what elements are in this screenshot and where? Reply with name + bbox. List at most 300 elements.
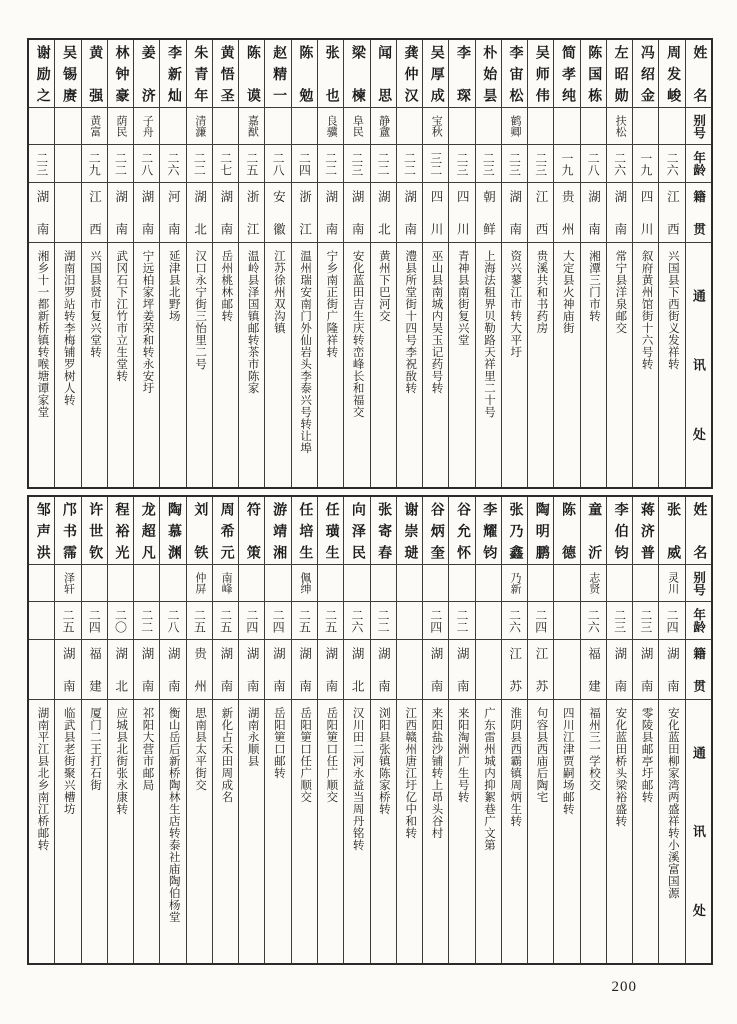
person-address-cell: [292, 243, 317, 487]
person-age-cell: [581, 145, 606, 183]
person-native-place-cell: [55, 640, 80, 700]
person-alias: 良骥: [325, 115, 338, 137]
person-column: [632, 497, 658, 963]
person-native-place: 湖南: [61, 647, 76, 692]
person-native-place: 江西: [665, 190, 680, 235]
person-native-place-cell: [476, 183, 501, 243]
person-name: 任培生: [297, 502, 313, 559]
page-content: [27, 38, 713, 965]
person-column: [396, 497, 422, 963]
person-age: 二三: [533, 151, 548, 176]
person-native-place: 湖北: [376, 190, 391, 235]
person-alias: 鹤卿: [509, 115, 521, 137]
person-name: 黄悟圣: [218, 45, 234, 102]
person-alias-cell: [659, 108, 684, 145]
person-name-cell: [554, 40, 579, 108]
person-name: 左昭勋: [612, 45, 628, 102]
person-native-place: 湖南: [323, 647, 338, 692]
person-address: 来阳盐沙铺转上昂头谷村: [430, 707, 443, 839]
person-native-place: 浙江: [297, 190, 312, 235]
person-address: 岳阳筻口邮转: [272, 707, 285, 779]
person-alias-cell: [344, 108, 369, 145]
person-name-cell: [187, 497, 212, 565]
person-age-cell: [134, 145, 159, 183]
person-native-place-cell: [134, 640, 159, 700]
person-age-cell: [108, 145, 133, 183]
person-native-place: 河南: [166, 190, 181, 235]
person-address: 临武县老街聚兴槽坊: [62, 707, 75, 815]
person-address-cell: [108, 700, 133, 963]
person-name: 陈谟: [244, 45, 260, 102]
person-native-place-cell: [29, 640, 54, 700]
person-column: [29, 497, 54, 963]
person-age: 二二: [454, 608, 469, 633]
person-address-cell: [265, 243, 290, 487]
person-age: 三二: [428, 151, 443, 176]
person-alias-cell: [528, 565, 553, 602]
person-alias-cell: [29, 565, 54, 602]
person-native-place-cell: [607, 183, 632, 243]
person-native-place-cell: [82, 640, 107, 700]
person-name-cell: [239, 497, 264, 565]
person-age: 二二: [139, 608, 154, 633]
person-age: 二四: [428, 608, 443, 633]
person-column: [501, 40, 527, 487]
person-column: [553, 40, 579, 487]
person-address-cell: [160, 700, 185, 963]
person-age: 二五: [244, 151, 259, 176]
person-native-place-cell: [528, 640, 553, 700]
person-alias-cell: [213, 108, 238, 145]
person-address: 黄州下巴河交: [377, 250, 390, 322]
person-age-cell: [344, 602, 369, 640]
person-age: 二七: [218, 151, 233, 176]
person-age: 二四: [87, 608, 102, 633]
person-alias: 灵川: [666, 572, 679, 594]
person-name-cell: [108, 40, 133, 108]
person-name-cell: [528, 497, 553, 565]
person-age: 二九: [87, 151, 102, 176]
person-name-cell: [476, 40, 501, 108]
person-native-place-cell: [108, 183, 133, 243]
person-name: 程裕光: [113, 502, 129, 559]
person-name: 李新灿: [166, 45, 182, 102]
person-name: 张寄春: [376, 502, 392, 559]
person-native-place: 湖南: [612, 190, 627, 235]
person-native-place-cell: [213, 183, 238, 243]
person-age-cell: [82, 602, 107, 640]
person-name: 任璜生: [323, 502, 339, 559]
person-alias-cell: [160, 108, 185, 145]
person-column: [238, 497, 264, 963]
person-age-cell: [213, 602, 238, 640]
person-age-cell: [318, 602, 343, 640]
person-native-place-cell: [554, 640, 579, 700]
person-name-cell: [659, 497, 684, 565]
person-address: 新化占禾田周成名: [220, 707, 233, 803]
person-native-place-cell: [239, 640, 264, 700]
person-name: 吴师伟: [533, 45, 549, 102]
person-name: 谷炳奎: [428, 502, 444, 559]
person-native-place: 江西: [87, 190, 102, 235]
person-native-place: 湖南: [428, 647, 443, 692]
person-age-cell: [449, 602, 474, 640]
person-name-cell: [449, 40, 474, 108]
person-age-cell: [502, 145, 527, 183]
person-address-cell: [134, 243, 159, 487]
person-name: 陈德: [560, 502, 576, 559]
person-name-cell: [134, 497, 159, 565]
person-native-place-cell: [633, 640, 658, 700]
header-name-label: 姓名: [691, 45, 707, 102]
person-alias-cell: [476, 108, 501, 145]
person-native-place: 湖南: [350, 190, 365, 235]
person-address-cell: [449, 700, 474, 963]
person-address-cell: [371, 700, 396, 963]
directory-table-bottom: [27, 495, 713, 965]
person-age-cell: [581, 602, 606, 640]
person-age-cell: [213, 145, 238, 183]
person-age: 二二: [192, 151, 207, 176]
person-column: [291, 40, 317, 487]
person-name: 林钟豪: [113, 45, 129, 102]
person-age: 二八: [139, 151, 154, 176]
person-age: 二八: [271, 151, 286, 176]
person-age: 二六: [349, 608, 364, 633]
person-column: [343, 40, 369, 487]
person-address: 句容县西庙后陶宅: [535, 707, 548, 803]
person-address: 来阳淘洲广生号转: [456, 707, 469, 803]
person-name: 周发峻: [665, 45, 681, 102]
header-age: [686, 145, 711, 183]
person-age-cell: [344, 145, 369, 183]
person-age-cell: [187, 602, 212, 640]
person-alias: 荫民: [115, 115, 128, 137]
person-column: [553, 497, 579, 963]
person-native-place-cell: [82, 183, 107, 243]
person-native-place: 湖北: [192, 190, 207, 235]
person-name-cell: [318, 497, 343, 565]
person-native-place-cell: [134, 183, 159, 243]
person-column: [396, 40, 422, 487]
person-address-cell: [82, 243, 107, 487]
header-name-label: 姓名: [691, 502, 707, 559]
person-address-cell: [449, 243, 474, 487]
person-alias: 子舟: [141, 115, 154, 137]
person-alias-cell: [554, 108, 579, 145]
person-age-cell: [476, 602, 501, 640]
person-native-place-cell: [502, 640, 527, 700]
person-name: 谢崇琎: [402, 502, 418, 559]
person-column: [264, 40, 290, 487]
person-alias-cell: [55, 565, 80, 602]
person-address: 零陵县邮亭圩邮转: [640, 707, 653, 803]
person-address: 淮阴县西霸镇周炳生转: [509, 707, 522, 827]
person-age: 二三: [612, 608, 627, 633]
header-alias-label: 别号: [691, 570, 706, 596]
person-native-place-cell: [607, 640, 632, 700]
person-name-cell: [187, 40, 212, 108]
header-age-label: 年龄: [691, 151, 706, 176]
person-name: 谷允怀: [454, 502, 470, 559]
person-address: 澧县所堂街十四号李祝敔转: [404, 250, 417, 394]
person-native-place: 湖南: [376, 647, 391, 692]
header-native-place: [686, 640, 711, 700]
person-name: 闻思: [376, 45, 392, 102]
person-name-cell: [292, 40, 317, 108]
person-alias-cell: [292, 565, 317, 602]
person-name: 童沂: [586, 502, 602, 559]
person-name-cell: [265, 497, 290, 565]
person-native-place-cell: [581, 640, 606, 700]
person-age-cell: [633, 602, 658, 640]
person-column: [212, 497, 238, 963]
person-native-place-cell: [449, 640, 474, 700]
person-address: 宁乡南正街广隆祥转: [325, 250, 338, 358]
person-native-place: 湖北: [113, 647, 128, 692]
person-age-cell: [239, 602, 264, 640]
person-age: 二三: [349, 151, 364, 176]
person-address: 宁远柏家坪姜荣和转永安圩: [141, 250, 154, 394]
person-name-cell: [213, 40, 238, 108]
person-age: 二八: [586, 151, 601, 176]
person-native-place: 湖南: [218, 190, 233, 235]
person-column: [159, 497, 185, 963]
person-column: [501, 497, 527, 963]
person-column: [212, 40, 238, 487]
person-address: 安化蓝田桥头梁裕盛转: [614, 707, 627, 827]
person-native-place: 湖南: [113, 190, 128, 235]
person-name: 李宙松: [507, 45, 523, 102]
person-age: 二二: [376, 151, 391, 176]
person-address: 兴国县贤市复兴堂转: [89, 250, 101, 358]
person-age-cell: [397, 602, 422, 640]
person-address-cell: [239, 700, 264, 963]
person-address-cell: [108, 243, 133, 487]
person-native-place-cell: [344, 640, 369, 700]
person-native-place: 朝鲜: [481, 190, 496, 235]
person-address: 武冈石下江竹市立生堂转: [115, 250, 128, 382]
person-address-cell: [213, 700, 238, 963]
person-native-place-cell: [476, 640, 501, 700]
person-native-place-cell: [108, 640, 133, 700]
person-column: [527, 497, 553, 963]
person-name: 陈国栋: [586, 45, 602, 102]
person-address: 资兴蓼江市转大平圩: [509, 250, 522, 358]
person-age-cell: [187, 145, 212, 183]
person-name-cell: [502, 497, 527, 565]
person-name-cell: [108, 497, 133, 565]
person-age: 一九: [560, 151, 575, 176]
person-column: [527, 40, 553, 487]
header-column: [685, 40, 711, 487]
person-column: [81, 497, 107, 963]
person-name: 简孝纯: [560, 45, 576, 102]
person-name-cell: [371, 497, 396, 565]
person-name-cell: [633, 40, 658, 108]
person-address-cell: [502, 243, 527, 487]
person-address: 岳州桃林邮转: [220, 250, 233, 322]
person-name: 周希元: [218, 502, 234, 559]
person-alias: 阜民: [351, 115, 364, 137]
person-address: 汉口永宁街三怡里二号: [194, 250, 207, 370]
person-alias-cell: [187, 108, 212, 145]
person-native-place-cell: [397, 640, 422, 700]
person-age: 二六: [586, 608, 601, 633]
person-column: [264, 497, 290, 963]
person-alias-cell: [397, 565, 422, 602]
person-name: 龙超凡: [139, 502, 155, 559]
person-native-place-cell: [239, 183, 264, 243]
person-alias: 扶松: [614, 115, 627, 137]
person-age-cell: [292, 145, 317, 183]
person-alias-cell: [55, 108, 80, 145]
person-address-cell: [607, 700, 632, 963]
person-alias-cell: [134, 565, 159, 602]
person-native-place-cell: [344, 183, 369, 243]
person-age: 二五: [323, 608, 338, 633]
person-alias-cell: [239, 108, 264, 145]
person-name: 冯绍金: [638, 45, 654, 102]
person-age: 二三: [34, 151, 49, 176]
person-address-cell: [239, 243, 264, 487]
header-age-label: 年龄: [691, 608, 706, 633]
person-column: [370, 40, 396, 487]
person-native-place-cell: [528, 183, 553, 243]
person-name-cell: [581, 497, 606, 565]
person-name: 梁楝: [349, 45, 365, 102]
person-address: 温州瑞安南门外仙岩头李泰兴号转让埠: [299, 250, 312, 454]
person-name-cell: [659, 40, 684, 108]
person-address: 安化蓝田柳家湾两盛祥转小溪富国源: [666, 707, 679, 899]
person-alias: 乃新: [509, 572, 521, 594]
person-name-cell: [55, 497, 80, 565]
person-address-cell: [318, 700, 343, 963]
page-number: 200: [611, 979, 637, 995]
person-alias-cell: [108, 108, 133, 145]
person-alias: 黄富: [88, 115, 101, 137]
person-name-cell: [344, 497, 369, 565]
person-native-place: 湖南: [323, 190, 338, 235]
person-age-cell: [528, 145, 553, 183]
person-native-place: 江西: [534, 190, 549, 235]
person-address-cell: [55, 700, 80, 963]
person-alias-cell: [134, 108, 159, 145]
header-alias: [686, 108, 711, 145]
person-name-cell: [449, 497, 474, 565]
person-name-cell: [82, 497, 107, 565]
header-address-label: 通讯处: [690, 746, 706, 917]
person-column: [81, 40, 107, 487]
person-address: 湖南汨罗站转李梅铺罗树人转: [62, 250, 75, 406]
person-address-cell: [160, 243, 185, 487]
person-native-place-cell: [371, 640, 396, 700]
person-name: 朴始昙: [481, 45, 497, 102]
person-name: 张也: [323, 45, 339, 102]
person-age: 二六: [612, 151, 627, 176]
directory-table-top: [27, 38, 713, 489]
person-alias-cell: [502, 565, 527, 602]
person-alias-cell: [423, 108, 448, 145]
person-alias-cell: [371, 108, 396, 145]
person-name-cell: [134, 40, 159, 108]
person-alias-cell: [581, 565, 606, 602]
person-native-place: 湖南: [218, 647, 233, 692]
person-address-cell: [607, 243, 632, 487]
person-address: 常宁县洋泉邮交: [614, 250, 627, 334]
person-name-cell: [528, 40, 553, 108]
person-address: 厦门二王打石街: [89, 707, 101, 791]
person-age: 二三: [481, 151, 496, 176]
person-alias-cell: [265, 565, 290, 602]
person-age-cell: [239, 145, 264, 183]
person-age: 二三: [638, 608, 653, 633]
person-address: 延津县北野场: [167, 250, 180, 322]
person-name-cell: [265, 40, 290, 108]
person-column: [580, 40, 606, 487]
person-column: [107, 497, 133, 963]
person-address: 四川江津贾嗣场邮转: [561, 707, 574, 815]
person-native-place: 四川: [428, 190, 443, 235]
person-alias-cell: [554, 565, 579, 602]
person-native-place: 湖南: [639, 647, 654, 692]
person-age-cell: [318, 145, 343, 183]
person-native-place: 福建: [87, 647, 102, 692]
person-address: 安化蓝田吉生庆转峦峰长和福交: [351, 250, 364, 418]
person-address-cell: [423, 700, 448, 963]
person-address-cell: [476, 243, 501, 487]
person-age-cell: [554, 145, 579, 183]
person-age: 二五: [60, 608, 75, 633]
person-address-cell: [659, 700, 684, 963]
person-column: [370, 497, 396, 963]
person-alias-cell: [581, 108, 606, 145]
person-alias: 泽轩: [62, 572, 75, 594]
person-age-cell: [55, 145, 80, 183]
person-name-cell: [29, 497, 54, 565]
person-alias: 佩绅: [298, 572, 311, 594]
person-name-cell: [55, 40, 80, 108]
person-column: [29, 40, 54, 487]
person-alias-cell: [292, 108, 317, 145]
person-native-place-cell: [213, 640, 238, 700]
person-alias-cell: [633, 565, 658, 602]
person-age: 二四: [533, 608, 548, 633]
person-native-place-cell: [187, 640, 212, 700]
header-name: [686, 497, 711, 565]
person-column: [658, 40, 684, 487]
person-age: 二〇: [113, 608, 128, 633]
person-alias: 宝秋: [430, 115, 443, 137]
person-alias-cell: [344, 565, 369, 602]
person-address-cell: [581, 700, 606, 963]
person-age-cell: [502, 602, 527, 640]
person-column: [317, 497, 343, 963]
person-native-place-cell: [659, 183, 684, 243]
person-native-place-cell: [423, 640, 448, 700]
person-age: 二二: [376, 608, 391, 633]
person-address: 浏阳县张镇陈家桥转: [377, 707, 390, 815]
person-alias-cell: [633, 108, 658, 145]
person-address-cell: [318, 243, 343, 487]
person-alias: 嘉猷: [246, 115, 259, 137]
person-native-place: 湖南: [665, 647, 680, 692]
person-native-place: 四川: [455, 190, 470, 235]
person-address-cell: [55, 243, 80, 487]
person-column: [448, 497, 474, 963]
person-name-cell: [29, 40, 54, 108]
person-native-place-cell: [502, 183, 527, 243]
